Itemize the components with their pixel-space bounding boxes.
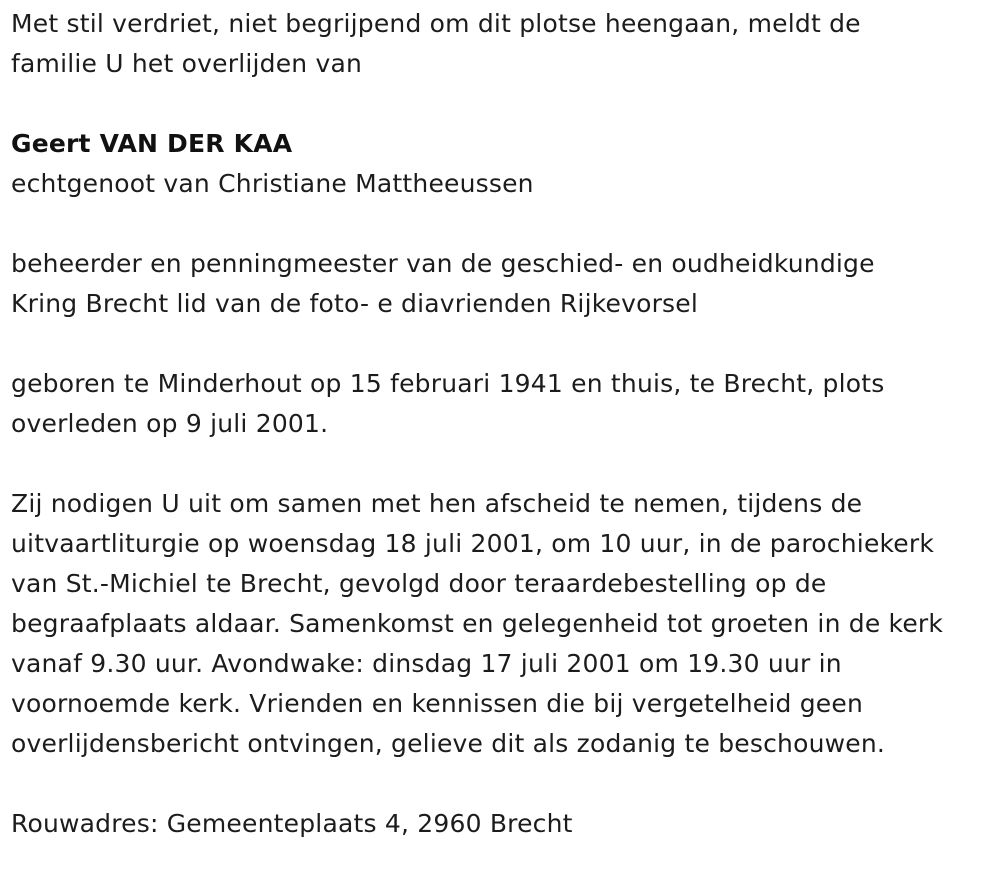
spacer — [11, 324, 996, 364]
spacer — [11, 204, 996, 244]
deceased-name: Geert VAN DER KAA — [11, 129, 293, 158]
birth-death-paragraph: geboren te Minderhout op 15 februari 1941 en thuis, te Brecht, plots overleden op 9 juli 2001. — [11, 369, 885, 438]
intro-paragraph: Met stil verdriet, niet begrijpend om dit plotse heengaan, meldt de familie U het overlijden van — [11, 9, 861, 78]
invitation-paragraph: Zij nodigen U uit om samen met hen afscheid te nemen, tijdens de uitvaartliturgie op woensdag 18 juli 2001, om 10 uur, in de parochiekerk van St.-Michiel te Brecht, gevolgd door teraardebestelling op de begraafplaats aldaar. Samenkomst en gelegenheid tot groeten in de kerk vanaf 9.30 uur. Avondwake: dinsdag 17 juli 2001 om 19.30 uur in voornoemde kerk. Vrienden en kennissen die bij vergetelheid geen overlijdensbericht ontvingen, gelieve dit als zodanig te beschouwen. — [11, 489, 944, 758]
spacer — [11, 444, 996, 484]
spouse-line: echtgenoot van Christiane Mattheeussen — [11, 169, 534, 198]
address-line: Rouwadres: Gemeenteplaats 4, 2960 Brecht — [11, 809, 573, 838]
roles-paragraph: beheerder en penningmeester van de geschied- en oudheidkundige Kring Brecht lid van de foto- e diavrienden Rijkevorsel — [11, 249, 875, 318]
spacer — [11, 84, 996, 124]
spacer — [11, 764, 996, 804]
obituary-notice — [11, 4, 996, 844]
